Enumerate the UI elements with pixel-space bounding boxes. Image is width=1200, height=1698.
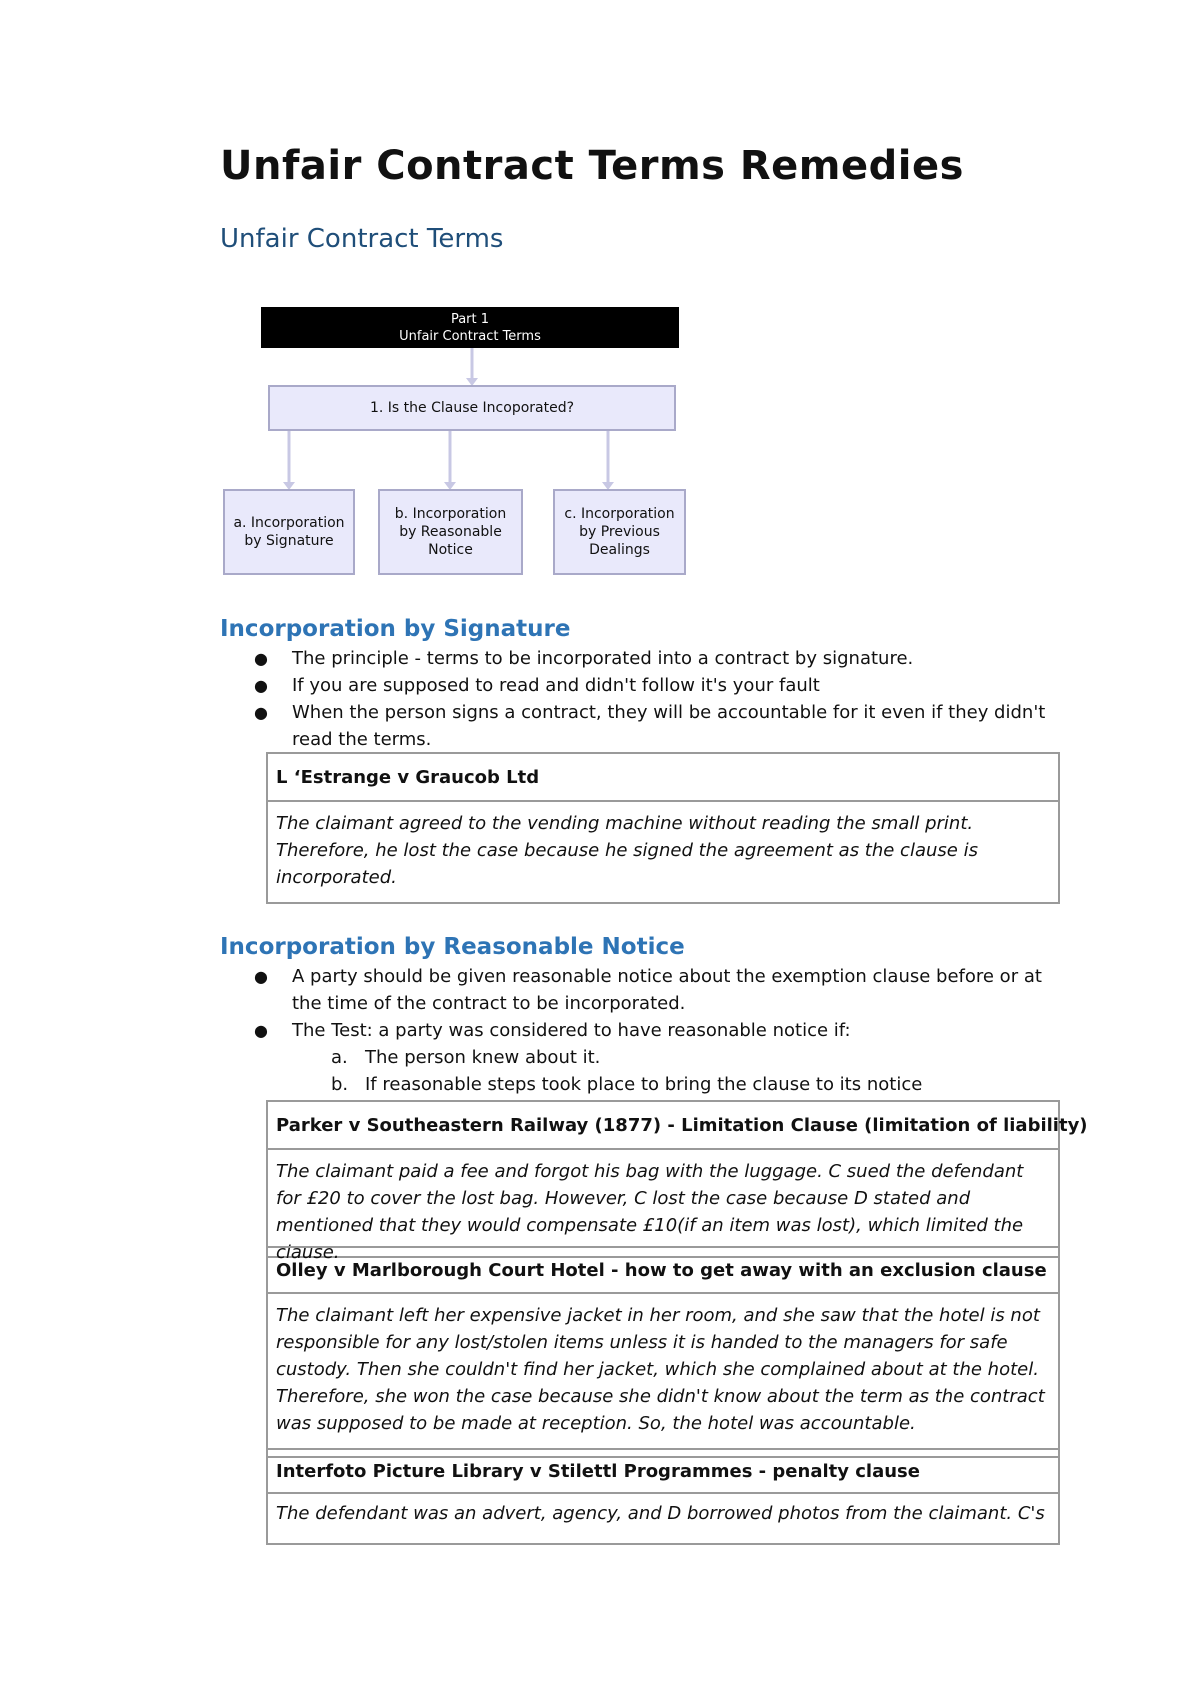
case-table-lestrange <box>266 752 1060 904</box>
list-item: When the person signs a contract, they will be accountable for it even if they didn't read the terms. <box>292 702 1046 750</box>
sub-item-marker: b. <box>331 1074 349 1095</box>
heading-reasonable-notice: Incorporation by Reasonable Notice <box>220 934 685 960</box>
diagram-node-label: Notice <box>428 542 473 558</box>
bullet-icon: ● <box>254 703 268 722</box>
case-summary: The claimant agreed to the vending machine without reading the small print. Therefore, he lost the case because he signed the agreement as the clause is incorporated. <box>276 813 978 888</box>
sub-item: If reasonable steps took place to bring the clause to its notice <box>365 1074 923 1095</box>
diagram-node-label: by Reasonable <box>399 524 502 540</box>
list-item: A party should be given reasonable notice about the exemption clause before or at the time of the contract to be incorporated. <box>292 966 1042 1014</box>
diagram-node-label: a. Incorporation <box>233 515 345 531</box>
list-item: If you are supposed to read and didn't follow it's your fault <box>292 675 820 696</box>
diagram-node-label: Dealings <box>589 542 650 558</box>
diagram-node-part1-line2: Unfair Contract Terms <box>399 328 541 344</box>
diagram-node-label: by Signature <box>244 533 334 549</box>
case-summary: The claimant paid a fee and forgot his bag with the luggage. C sued the defendant for £20 to cover the lost bag. However, C lost the case because D stated and mentioned that they would compensate £10(if an item was lost), which limited the clause. <box>276 1161 1024 1263</box>
sub-item: The person knew about it. <box>365 1047 601 1068</box>
case-name: Olley v Marlborough Court Hotel - how to get away with an exclusion clause <box>268 1248 1058 1294</box>
list-item: The Test: a party was considered to have reasonable notice if: <box>292 1020 851 1041</box>
bullet-icon: ● <box>254 676 268 695</box>
page-title: Unfair Contract Terms Remedies <box>220 143 964 189</box>
diagram-node-reasonable-notice <box>378 489 523 575</box>
case-name: Interfoto Picture Library v Stilettl Programmes - penalty clause <box>268 1450 1058 1494</box>
list-item: The principle - terms to be incorporated into a contract by signature. <box>292 648 914 669</box>
case-name: Parker v Southeastern Railway (1877) - Limitation Clause (limitation of liability) <box>268 1102 1058 1150</box>
sub-item-marker: a. <box>331 1047 348 1068</box>
case-table-parker <box>266 1100 1088 1263</box>
diagram-node-previous-dealings <box>553 489 686 575</box>
case-name: L ‘Estrange v Graucob Ltd <box>268 754 1058 802</box>
case-summary: The claimant left her expensive jacket in her room, and she saw that the hotel is not responsible for any lost/stolen items unless it is handed to the managers for safe custody. Then she couldn't find her jacket, which she complained about at the hotel. Therefore, she won the case because she didn't know about the term as the contract was supposed to be made at reception. So, the hotel was accountable. <box>276 1305 1045 1434</box>
diagram-node-label: by Previous <box>579 524 660 540</box>
diagram-node-part1 <box>261 307 679 348</box>
bullet-icon: ● <box>254 967 268 986</box>
diagram-node-part1-line1: Part 1 <box>450 311 490 327</box>
case-table-interfoto <box>266 1448 1060 1545</box>
diagram-node-label: b. Incorporation <box>394 506 507 522</box>
case-table-olley <box>266 1246 1060 1458</box>
diagram-node-signature <box>223 489 355 575</box>
heading-signature: Incorporation by Signature <box>220 616 571 642</box>
case-summary: The defendant was an advert, agency, and D borrowed photos from the claimant. C's <box>276 1503 1045 1524</box>
diagram-node-question: 1. Is the Clause Incoporated? <box>268 385 676 431</box>
section-heading: Unfair Contract Terms <box>220 224 504 254</box>
bullet-icon: ● <box>254 649 268 668</box>
diagram-node-label: c. Incorporation <box>564 506 675 522</box>
bullet-icon: ● <box>254 1021 268 1040</box>
